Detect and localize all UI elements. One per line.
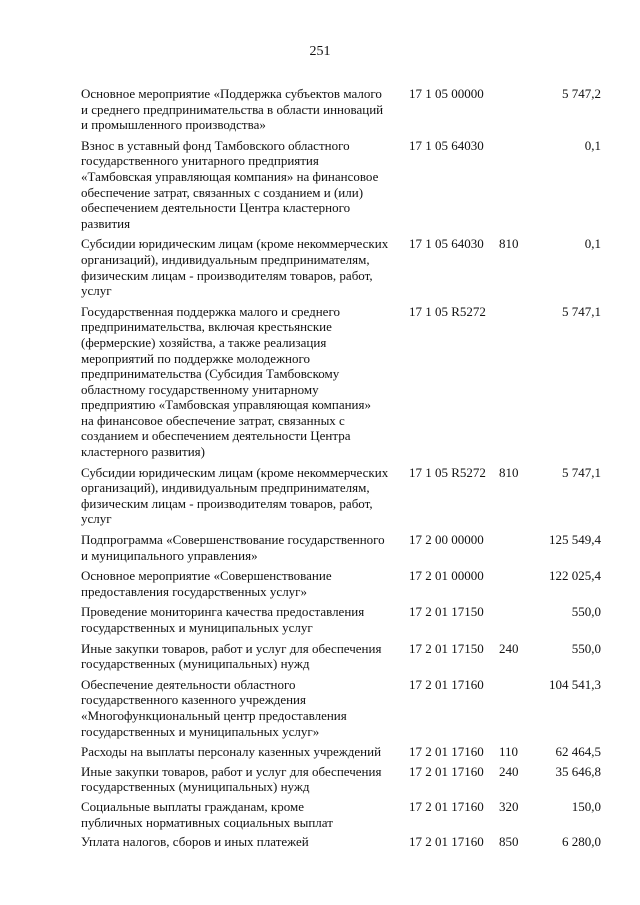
row-code: 17 2 01 17160 bbox=[409, 798, 484, 814]
row-name-line: предприятию «Тамбовская управляющая компания» bbox=[81, 397, 371, 413]
row-expense-type: 110 bbox=[499, 744, 519, 760]
row-name-line: организаций), индивидуальным предпринимателям, bbox=[81, 480, 370, 496]
table-row bbox=[81, 799, 601, 830]
row-name bbox=[81, 764, 403, 795]
row-name-line: государственных и муниципальных услуг bbox=[81, 620, 313, 635]
row-code: 17 2 01 17160 bbox=[409, 744, 484, 760]
row-name bbox=[81, 138, 403, 232]
row-sum: 550,0 bbox=[571, 604, 601, 620]
row-name-line: предпринимательства (Субсидия Тамбовскому bbox=[81, 366, 340, 382]
row-sum: 0,1 bbox=[584, 137, 601, 153]
row-name bbox=[81, 532, 403, 563]
table-row bbox=[81, 86, 601, 133]
row-sum: 35 646,8 bbox=[555, 763, 601, 779]
row-name-line: и промышленного производства» bbox=[81, 117, 266, 133]
row-name-line: Иные закупки товаров, работ и услуг для обеспечения bbox=[81, 640, 382, 656]
table-row bbox=[81, 744, 601, 760]
row-name bbox=[81, 799, 403, 830]
row-code: 17 2 01 17160 bbox=[409, 763, 484, 779]
table-row bbox=[81, 568, 601, 599]
row-name bbox=[81, 236, 403, 298]
page-number: 251 bbox=[309, 44, 331, 59]
row-name-line: государственных (муниципальных) нужд bbox=[81, 779, 310, 795]
row-name-line: физическим лицам - производителям товаров, работ, bbox=[81, 495, 373, 511]
row-code: 17 2 01 17150 bbox=[409, 604, 484, 620]
row-sum: 5 747,1 bbox=[562, 464, 601, 480]
row-name-line: физическим лицам - производителям товаров, работ, bbox=[81, 267, 373, 283]
row-name-line: государственных (муниципальных) нужд bbox=[81, 656, 310, 672]
row-name-line: публичных нормативных социальных выплат bbox=[81, 814, 333, 830]
row-name bbox=[81, 834, 403, 850]
row-name-line: мероприятий по поддержке молодежного bbox=[81, 350, 311, 366]
row-code: 17 2 00 00000 bbox=[409, 532, 484, 548]
row-name-line: «Многофункциональный центр предоставления bbox=[81, 707, 347, 723]
table-row bbox=[81, 304, 601, 460]
table-row bbox=[81, 236, 601, 298]
row-code: 17 1 05 64030 bbox=[409, 236, 484, 252]
table-row bbox=[81, 604, 601, 635]
row-name bbox=[81, 744, 403, 760]
row-name-line: обеспечением деятельности Центра кластерного bbox=[81, 200, 351, 216]
row-code: 17 1 05 64030 bbox=[409, 137, 484, 153]
row-name-line: Подпрограмма «Совершенствование государственного bbox=[81, 532, 385, 548]
row-name-line: кластерного развития) bbox=[81, 444, 205, 460]
row-sum: 150,0 bbox=[571, 798, 601, 814]
row-sum: 62 464,5 bbox=[555, 744, 601, 760]
table-row bbox=[81, 532, 601, 563]
row-name bbox=[81, 677, 403, 739]
row-sum: 5 747,2 bbox=[562, 86, 601, 101]
row-name-line: (фермерские) хозяйства, а также реализация bbox=[81, 334, 327, 350]
row-sum: 5 747,1 bbox=[562, 303, 601, 319]
row-expense-type: 240 bbox=[499, 763, 519, 779]
row-name-line: Основное мероприятие «Совершенствование bbox=[81, 568, 332, 584]
row-name-line: предоставления государственных услуг» bbox=[81, 583, 308, 599]
row-name-line: организаций), индивидуальным предпринимателям, bbox=[81, 251, 370, 267]
row-code: 17 1 05 R5272 bbox=[409, 464, 486, 480]
row-name bbox=[81, 604, 403, 635]
row-name bbox=[81, 641, 403, 672]
row-sum: 6 280,0 bbox=[562, 834, 601, 850]
row-name-line: на финансовое обеспечение затрат, связанных с bbox=[81, 412, 345, 428]
row-name-line: Иные закупки товаров, работ и услуг для обеспечения bbox=[81, 763, 382, 779]
row-sum: 0,1 bbox=[584, 236, 601, 252]
table-row bbox=[81, 677, 601, 739]
row-name bbox=[81, 465, 403, 527]
row-name bbox=[81, 304, 403, 460]
row-sum: 550,0 bbox=[571, 640, 601, 656]
row-name-line: Субсидии юридическим лицам (кроме некоммерческих bbox=[81, 464, 389, 480]
row-name-line: Субсидии юридическим лицам (кроме некоммерческих bbox=[81, 236, 389, 252]
row-expense-type: 240 bbox=[499, 640, 519, 656]
row-name-line: и муниципального управления» bbox=[81, 547, 258, 563]
row-name-line: предпринимательства, включая крестьянские bbox=[81, 319, 332, 335]
row-name bbox=[81, 86, 403, 133]
row-name-line: Расходы на выплаты персоналу казенных учреждений bbox=[81, 744, 382, 760]
row-name-line: услуг bbox=[81, 283, 112, 299]
row-name-line: областному государственному унитарному bbox=[81, 381, 319, 397]
row-name-line: Уплата налогов, сборов и иных платежей bbox=[81, 834, 309, 850]
row-code: 17 1 05 R5272 bbox=[409, 303, 486, 319]
row-code: 17 1 05 00000 bbox=[409, 86, 484, 101]
table-row bbox=[81, 138, 601, 232]
row-name-line: «Тамбовская управляющая компания» на финансовое bbox=[81, 168, 379, 184]
row-expense-type: 810 bbox=[499, 464, 519, 480]
row-name-line: Социальные выплаты гражданам, кроме bbox=[81, 798, 304, 814]
row-name bbox=[81, 568, 403, 599]
table-row bbox=[81, 465, 601, 527]
budget-table bbox=[81, 86, 601, 850]
row-name-line: государственного казенного учреждения bbox=[81, 692, 306, 708]
row-name-line: услуг bbox=[81, 511, 112, 527]
row-name-line: развития bbox=[81, 215, 131, 231]
row-code: 17 2 01 17160 bbox=[409, 834, 484, 850]
row-name-line: государственных и муниципальных услуг» bbox=[81, 723, 320, 739]
row-name-line: Проведение мониторинга качества предоставления bbox=[81, 604, 365, 620]
row-expense-type: 320 bbox=[499, 798, 519, 814]
row-name-line: Взнос в уставный фонд Тамбовского областного bbox=[81, 137, 350, 153]
row-name-line: государственного унитарного предприятия bbox=[81, 153, 319, 169]
table-row bbox=[81, 641, 601, 672]
row-name-line: Основное мероприятие «Поддержка субъектов малого bbox=[81, 86, 382, 101]
row-name-line: обеспечение затрат, связанных с созданием и (или) bbox=[81, 184, 364, 200]
row-name-line: и среднего предпринимательства в области инноваций bbox=[81, 101, 384, 117]
table-row bbox=[81, 764, 601, 795]
row-name-line: созданием и обеспечением деятельности Центра bbox=[81, 428, 351, 444]
row-sum: 104 541,3 bbox=[549, 676, 601, 692]
row-sum: 122 025,4 bbox=[549, 568, 601, 584]
row-expense-type: 850 bbox=[499, 834, 519, 850]
row-expense-type: 810 bbox=[499, 236, 519, 252]
row-code: 17 2 01 00000 bbox=[409, 568, 484, 584]
row-name-line: Государственная поддержка малого и среднего bbox=[81, 303, 340, 319]
row-code: 17 2 01 17150 bbox=[409, 640, 484, 656]
row-sum: 125 549,4 bbox=[549, 532, 601, 548]
row-code: 17 2 01 17160 bbox=[409, 676, 484, 692]
row-name-line: Обеспечение деятельности областного bbox=[81, 676, 296, 692]
table-row bbox=[81, 834, 601, 850]
